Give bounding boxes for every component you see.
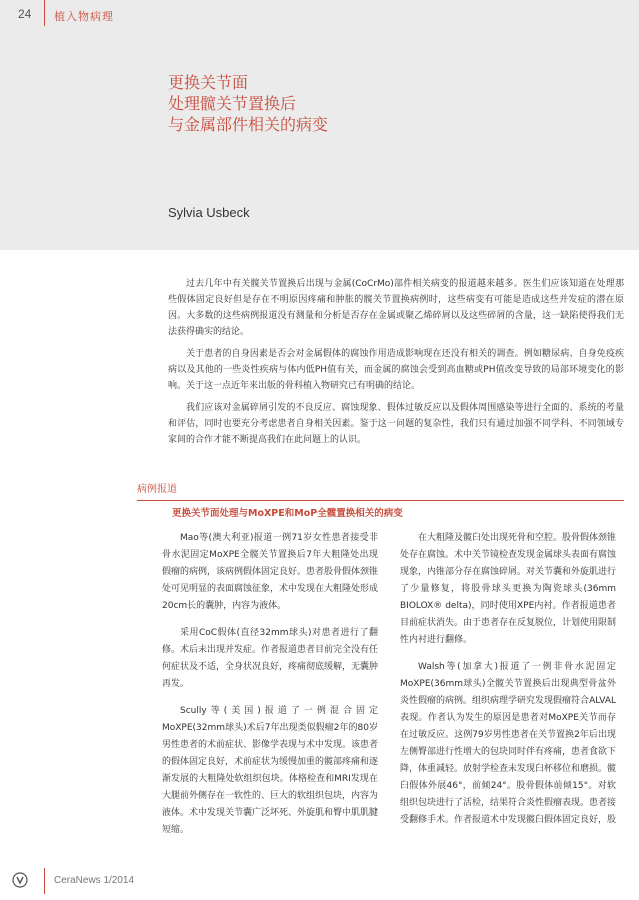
title-line: 与金属部件相关的病变 <box>168 115 329 134</box>
section-label: 植入物病理 <box>54 10 114 23</box>
case-reports-heading-bar <box>137 477 624 501</box>
publisher-logo-icon <box>12 872 28 888</box>
body-paragraph: 在大粗隆及髋臼处出现死骨和空腔。股骨假体颈锥处存在腐蚀。术中关节镜检查发现金属球头表面有腐蚀现象，内锥部分存在腐蚀碎屑。对关节囊和外旋肌进行了少量修复，将股骨球头更换为陶瓷球头(36mm BIOLOX® delta)，同时使用XPE内衬。作者报道患者目前症状消失。由于患者存在反复脱位，计划使用限制性内衬进行翻修。 <box>400 533 617 645</box>
intro-paragraph: 过去几年中有关髋关节置换后出现与金属(CoCrMo)部件相关病变的报道越来越多。医生们应该知道在处理那些假体固定良好但是存在不明原因疼痛和肿胀的髋关节置换病例时，这些病变有可能是造成这些并发症的潜在原因。大多数的这些病例报道没有测量和分析是否存在金属或聚乙烯碎屑以及这些碎屑的含量，这一缺陷使得我们无法获得确实的结论。 <box>168 279 624 337</box>
left-column <box>162 530 378 849</box>
title-line: 处理髋关节置换后 <box>168 94 297 113</box>
body-paragraph: Scully等(美国)报道了一例混合固定MoXPE(32mm球头)术后7年出现类似假瘤2年的80岁男性患者的术前症状、影像学表现与术中发现。该患者的假体固定良好，术前症状为缓慢加重的髋部疼痛和逐渐发展的大粗隆处软组织包块。体格检查和MRI发现在大腿前外侧存在一软性的、巨大的软组织包块，内容为液体。术中发现关节囊广泛坏死、外旋肌和臀中肌肌腱短缩。 <box>162 706 379 835</box>
intro-paragraph: 关于患者的自身因素是否会对金属假体的腐蚀作用造成影响现在还没有相关的调查。例如糖尿病、自身免疫疾病以及其他的一些炎性疾病与体内低PH值有关，而金属的腐蚀会受到高血糖或PH值改变导致的局部环境变化的影响。关于这一点近年来出版的骨科植入物研究已有明确的结论。 <box>168 349 624 391</box>
header-divider <box>44 0 45 26</box>
footer-publication: CeraNews 1/2014 <box>54 875 135 886</box>
title-line: 更换关节面 <box>168 73 249 92</box>
case-reports-heading: 病例报道 <box>137 484 177 495</box>
body-paragraph: 采用CoC假体(直径32mm球头)对患者进行了翻修。术后未出现并发症。作者报道患者目前完全没有任何症状及不适，全身状况良好，疼痛彻底缓解，无囊肿再发。 <box>162 628 379 689</box>
article-title <box>168 72 548 135</box>
intro-paragraph: 我们应该对金属碎屑引发的不良反应、腐蚀现象、假体过敏反应以及假体周围感染等进行全面的、系统的考量和评估，同时也要充分考虑患者自身相关因素。鉴于这一问题的复杂性，我们只有通过加强不同学科、不同领域专家间的合作才能不断提高我们在此问题上的认识。 <box>168 403 624 445</box>
body-paragraph: Walsh等(加拿大)报道了一例非骨水泥固定MoXPE(36mm球头)全髋关节置换后出现典型骨盆外炎性假瘤的病例。组织病理学研究发现假瘤符合ALVAL表现。作者认为发生的原因是患者对MoXPE关节而存在过敏反应。这例79岁男性患者在关节置换2年后出现左侧臀部进行性增大的包块同时伴有疼痛，患者食欲下降，体重减轻。放射学检查未发现臼杯移位和磨损。髋臼假体外展46°，前倾24°。股骨假体前倾15°。对软组织包块进行了活检，结果符合炎性假瘤表现。患者接受翻修手术。作者报道术中发现髋臼假体固定良好，股 <box>400 662 617 825</box>
body-paragraph: Mao等(澳大利亚)报道一例71岁女性患者接受非骨水泥固定MoXPE全髋关节置换后7年大粗隆处出现假瘤的病例，该病例假体固定良好。患者股骨假体颈锥处可见明显的表面腐蚀征象，术中发现在大粗隆处形成20cm长的囊肿，内容为液体。 <box>162 533 379 611</box>
footer-divider <box>44 868 45 894</box>
page-number: 24 <box>18 7 32 21</box>
right-column <box>400 530 616 839</box>
intro-section <box>168 276 624 454</box>
author-name: Sylvia Usbeck <box>168 205 250 220</box>
case-reports-subheading: 更换关节面处理与MoXPE和MoP全髋置换相关的病变 <box>172 508 403 519</box>
